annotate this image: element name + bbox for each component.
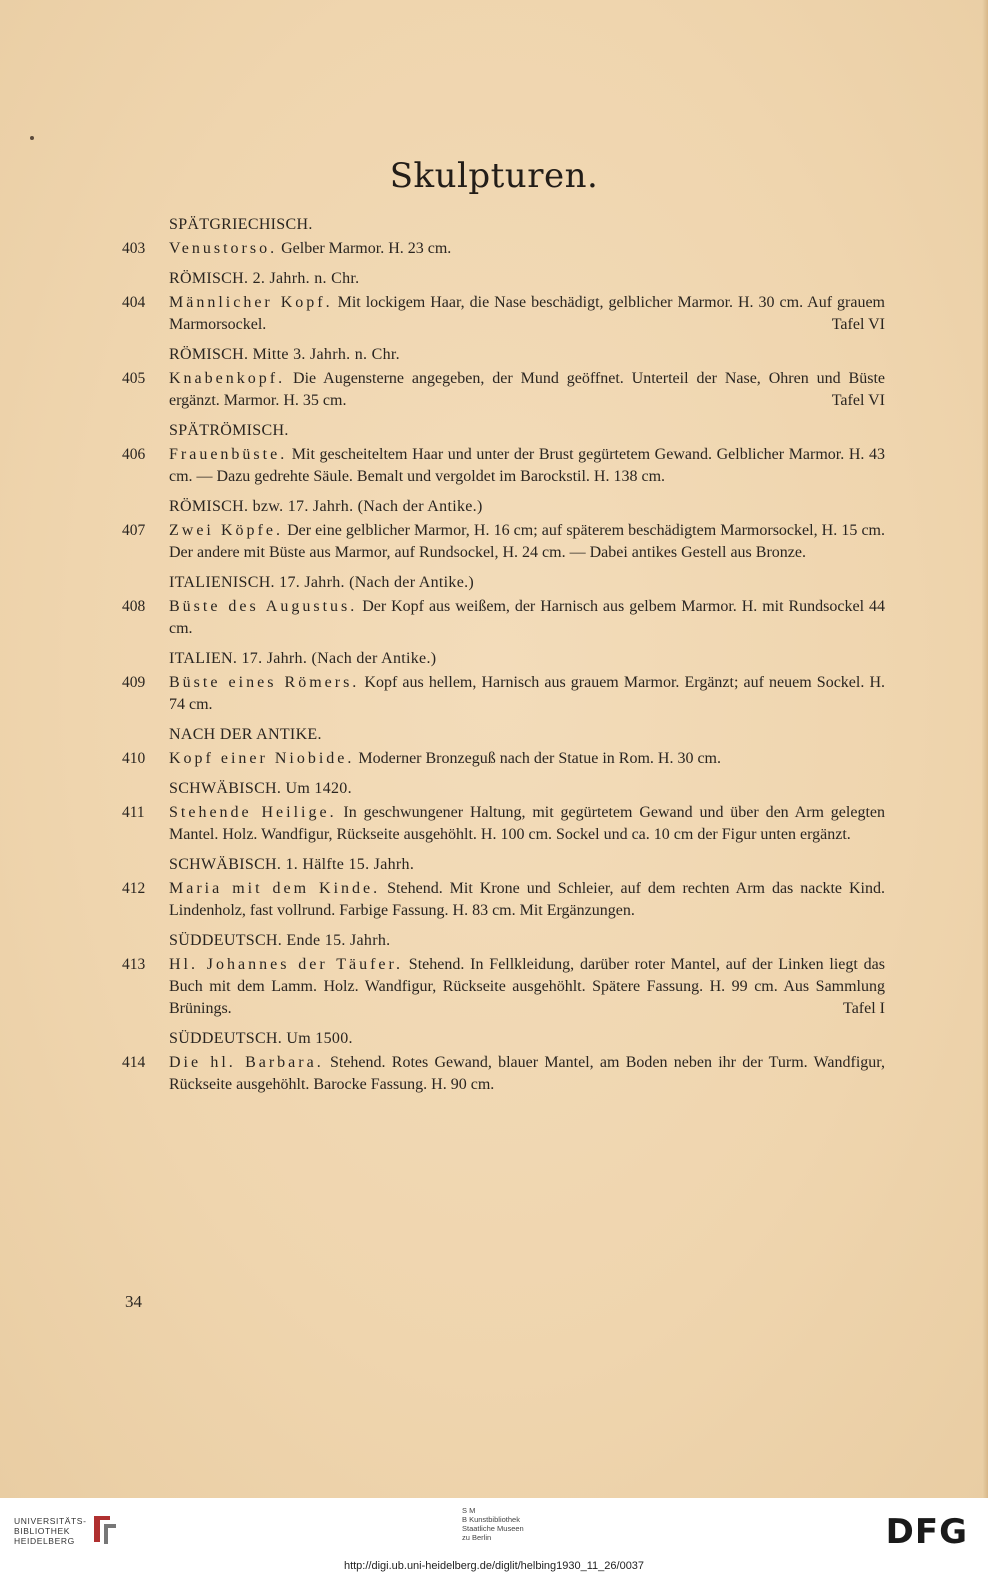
catalog-section [122, 496, 885, 564]
library-line: HEIDELBERG [14, 1536, 75, 1546]
stamp-line: S M [462, 1506, 476, 1515]
section-heading: RÖMISCH. bzw. 17. Jahrh. (Nach der Antike.) [169, 498, 483, 515]
section-heading: RÖMISCH. 2. Jahrh. n. Chr. [169, 270, 360, 287]
catalog-entry [122, 1052, 885, 1096]
library-line: UNIVERSITÄTS- [14, 1516, 87, 1526]
item-title: Hl. Johannes der Täufer. [169, 956, 403, 973]
permalink-url[interactable]: http://digi.ub.uni-heidelberg.de/diglit/helbing1930_11_26/0037 [343, 1560, 645, 1572]
section-heading: ITALIENISCH. 17. Jahrh. (Nach der Antike.) [169, 574, 475, 591]
lot-number: 406 [122, 446, 146, 463]
item-title: Büste eines Römers. [169, 674, 360, 691]
plate-reference: Tafel VI [831, 316, 885, 333]
item-title: Knabenkopf. [169, 370, 286, 387]
section-heading: ITALIEN. 17. Jahrh. (Nach der Antike.) [169, 650, 437, 667]
section-heading: SPÄTRÖMISCH. [169, 422, 289, 439]
catalog-entry [122, 802, 885, 846]
item-description: Stehend. Mit Krone und Schleier, auf dem rechten Arm das nackte Kind. Lindenholz, fast vollrund. Farbige Fassung. H. 83 cm. Mit Ergänzungen. [169, 880, 886, 919]
section-heading: SÜDDEUTSCH. Ende 15. Jahrh. [169, 932, 391, 949]
item-description: Der Kopf aus weißem, der Harnisch aus gelbem Marmor. H. mit Rundsockel 44 cm. [169, 598, 886, 637]
item-description: Der eine gelblicher Marmor, H. 16 cm; auf späterem beschädigtem Marmorsockel, H. 15 cm. Der andere mit Büste aus Marmor, auf Rundsockel, H. 24 cm. — Dabei antikes Gestell aus Bronze. [169, 522, 885, 561]
library-line: BIBLIOTHEK [14, 1526, 71, 1536]
stamp-line: zu Berlin [462, 1533, 492, 1542]
catalog-entry [122, 368, 885, 412]
catalog-entry [122, 292, 885, 336]
item-title: Frauenbüste. [169, 446, 288, 463]
section-heading: RÖMISCH. Mitte 3. Jahrh. n. Chr. [169, 346, 400, 363]
lot-number: 408 [122, 598, 146, 615]
lot-number: 405 [122, 370, 146, 387]
lot-number: 403 [122, 240, 146, 257]
ink-spot [30, 136, 34, 140]
catalog-section [122, 648, 886, 716]
item-title: Venustorso. [169, 240, 278, 257]
section-heading: NACH DER ANTIKE. [169, 726, 322, 743]
catalog-entry [122, 672, 886, 716]
page-number: 34 [125, 1292, 142, 1311]
catalog-entry [122, 520, 885, 564]
section-heading: SPÄTGRIECHISCH. [169, 216, 313, 233]
page-title: Skulpturen. [389, 156, 599, 196]
lot-number: 413 [122, 956, 146, 973]
section-heading: SCHWÄBISCH. Um 1420. [169, 780, 352, 797]
item-description: Mit gescheiteltem Haar und unter der Brust gegürtetem Gewand. Gelblicher Marmor. H. 43 cm. — Dazu gedrehte Säule. Bemalt und vergoldet im Barockstil. H. 138 cm. [169, 446, 885, 485]
catalog-section [122, 724, 885, 770]
catalog-section [122, 344, 885, 412]
lot-number: 414 [122, 1054, 146, 1071]
item-title: Maria mit dem Kinde. [169, 880, 381, 897]
catalog-section [122, 854, 886, 922]
catalog-section [122, 930, 885, 1020]
catalog-entry [122, 878, 886, 922]
university-library-logo[interactable] [14, 1516, 87, 1546]
item-title: Büste des Augustus. [169, 598, 358, 615]
lot-number: 404 [122, 294, 146, 311]
catalog-section [122, 778, 885, 846]
plate-reference: Tafel I [843, 1000, 885, 1017]
viewer-footer [0, 1498, 988, 1575]
catalog-section [122, 214, 885, 260]
item-description: In geschwungener Haltung, mit gegürtetem Gewand und über den Arm gelegten Mantel. Holz. Wandfigur, Rückseite ausgehöhlt. H. 100 cm. Sockel und ca. 10 cm der Figur unten ergänzt. [169, 804, 885, 843]
section-heading: SCHWÄBISCH. 1. Hälfte 15. Jahrh. [169, 856, 415, 873]
catalog-entries [0, 206, 988, 1096]
catalog-entry [122, 238, 885, 260]
dfg-logo[interactable]: DFG [885, 1512, 968, 1552]
item-title: Die hl. Barbara. [169, 1054, 324, 1071]
stamp-line: Staatliche Museen [462, 1524, 524, 1533]
item-title: Männlicher Kopf. [169, 294, 333, 311]
catalog-entry [122, 954, 885, 1020]
item-title: Kopf einer Niobide. [169, 750, 355, 767]
item-description: Mit lockigem Haar, die Nase beschädigt, gelblicher Marmor. H. 30 cm. Auf grauem Marmorsockel. [169, 294, 885, 333]
stamp-line: B Kunstbibliothek [462, 1515, 520, 1524]
item-description: Kopf aus hellem, Harnisch aus grauem Marmor. Ergänzt; auf neuem Sockel. H. 74 cm. [169, 674, 886, 713]
lot-number: 410 [122, 750, 146, 767]
catalog-section [122, 572, 886, 640]
section-heading: SÜDDEUTSCH. Um 1500. [169, 1030, 353, 1047]
lot-number: 412 [122, 880, 146, 897]
item-description: Stehend. In Fellkleidung, darüber roter Mantel, auf der Linken liegt das Buch mit dem Lamm. Holz. Wandfigur, Rückseite ausgehöhlt. Spätere Fassung. H. 99 cm. Aus Sammlung Brünings. [169, 956, 885, 1017]
catalog-section [122, 268, 885, 336]
item-description: Die Augensterne angegeben, der Mund geöffnet. Unterteil der Nase, Ohren und Büste ergänzt. Marmor. H. 35 cm. [169, 370, 885, 409]
catalog-section [122, 420, 885, 488]
item-description: Gelber Marmor. H. 23 cm. [277, 240, 452, 257]
plate-reference: Tafel VI [831, 392, 885, 409]
item-title: Stehende Heilige. [169, 804, 337, 821]
item-description: Stehend. Rotes Gewand, blauer Mantel, am Boden neben ihr der Turm. Wandfigur, Rückseite ausgehöhlt. Barocke Fassung. H. 90 cm. [169, 1054, 885, 1093]
item-title: Zwei Köpfe. [169, 522, 283, 539]
lot-number: 411 [122, 804, 145, 821]
catalog-section [122, 1028, 885, 1096]
catalog-entry [122, 748, 885, 770]
item-description: Moderner Bronzeguß nach der Statue in Rom. H. 30 cm. [354, 750, 721, 767]
library-emblem-icon [90, 1512, 120, 1546]
catalog-entry [122, 596, 886, 640]
lot-number: 407 [122, 522, 146, 539]
library-stamp [462, 1506, 524, 1542]
lot-number: 409 [122, 674, 146, 691]
catalog-entry [122, 444, 885, 488]
